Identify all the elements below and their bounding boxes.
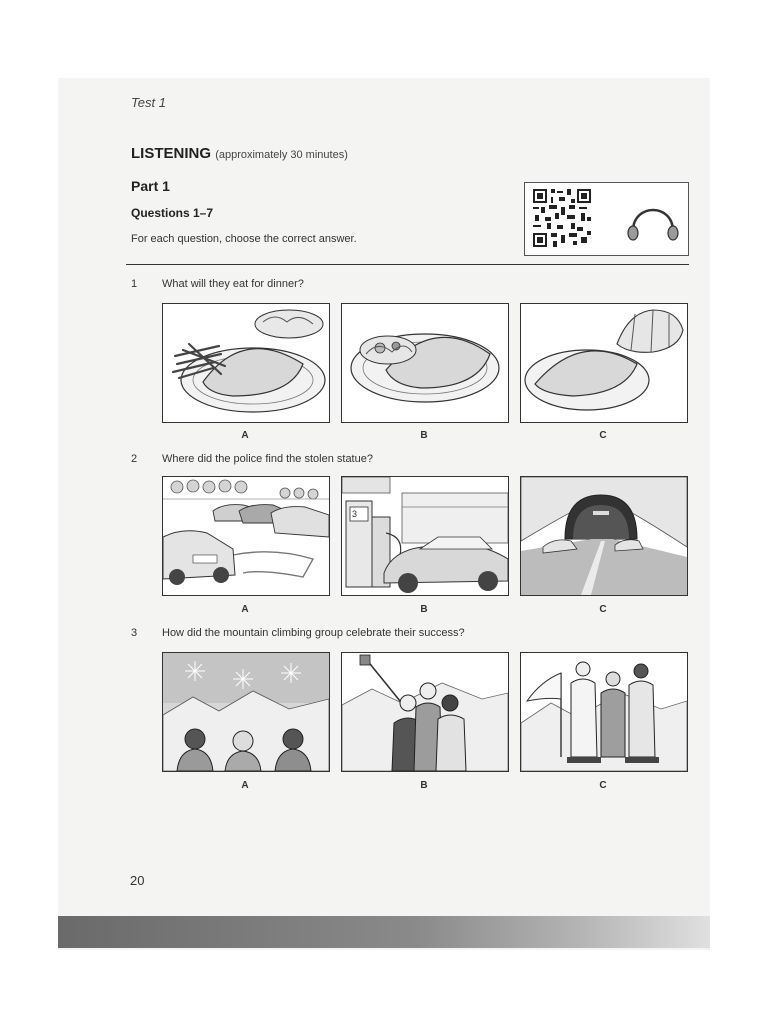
q1-option-c-image[interactable] bbox=[520, 303, 688, 423]
q1-option-b-label: B bbox=[420, 430, 428, 441]
q1-option-c-label: C bbox=[599, 430, 607, 441]
header-divider bbox=[126, 264, 689, 265]
headphones-icon[interactable] bbox=[625, 195, 681, 243]
q2-option-a-image[interactable] bbox=[162, 476, 330, 596]
q2-option-c-label: C bbox=[599, 604, 607, 615]
q3-option-b-image[interactable] bbox=[341, 652, 509, 772]
part-title: Part 1 bbox=[131, 178, 170, 194]
section-title: LISTENING bbox=[131, 145, 212, 162]
instruction-text: For each question, choose the correct answer. bbox=[131, 233, 357, 245]
q3-option-c-label: C bbox=[599, 780, 607, 791]
book-page bbox=[58, 78, 710, 950]
q3-option-a-image[interactable] bbox=[162, 652, 330, 772]
qr-code-icon[interactable] bbox=[533, 189, 591, 247]
question-2-text: Where did the police find the stolen statue? bbox=[162, 453, 373, 465]
page-number: 20 bbox=[130, 873, 145, 888]
q3-option-b-label: B bbox=[420, 780, 428, 791]
test-label: Test 1 bbox=[131, 95, 166, 110]
section-duration: (approximately 30 minutes) bbox=[215, 149, 348, 161]
q3-option-a-label: A bbox=[241, 780, 249, 791]
questions-range: Questions 1–7 bbox=[131, 206, 214, 220]
question-3-text: How did the mountain climbing group celebrate their success? bbox=[162, 627, 465, 639]
svg-text:3: 3 bbox=[352, 509, 358, 519]
question-2-number: 2 bbox=[131, 453, 138, 465]
q2-option-b-image[interactable] bbox=[341, 476, 509, 596]
q1-option-b-image[interactable] bbox=[341, 303, 509, 423]
q1-option-a-label: A bbox=[241, 430, 249, 441]
audio-media-box bbox=[524, 182, 689, 256]
q2-option-a-label: A bbox=[241, 604, 249, 615]
q2-option-c-image[interactable] bbox=[520, 476, 688, 596]
question-1-text: What will they eat for dinner? bbox=[162, 278, 304, 290]
q3-option-c-image[interactable] bbox=[520, 652, 688, 772]
section-heading bbox=[131, 145, 348, 162]
q1-option-a-image[interactable] bbox=[162, 303, 330, 423]
footer-gradient-bar bbox=[58, 916, 710, 948]
question-1-number: 1 bbox=[131, 278, 138, 290]
question-3-number: 3 bbox=[131, 627, 138, 639]
q2-option-b-label: B bbox=[420, 604, 428, 615]
